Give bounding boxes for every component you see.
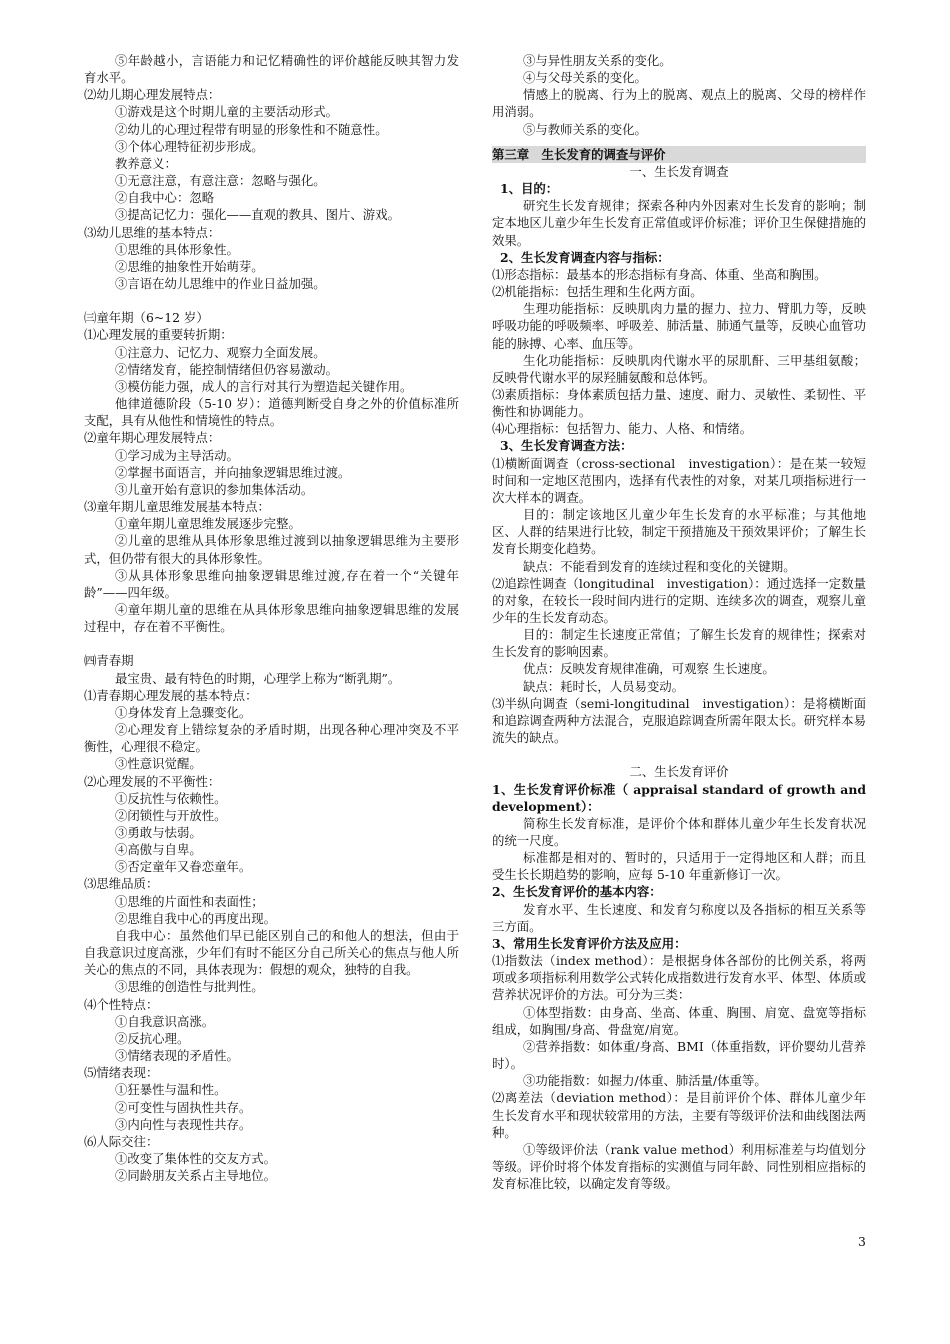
paragraph: ⑷心理指标：包括智力、能力、人格、和情绪。 [492, 421, 753, 437]
list-item: ②情绪发育，能控制情绪但仍容易激动。 [115, 361, 339, 377]
list-item: ①自我意识高涨。 [115, 1013, 215, 1029]
paragraph: 研究生长发育规律；探索各种内外因素对生长发育的影响；制定本地区儿童少年生长发育正常值或评价标准；评价卫生保健措施的效果。 [492, 198, 866, 248]
list-item: ①改变了集体性的交友方式。 [115, 1150, 277, 1166]
list-item: ③儿童开始有意识的参加集体活动。 [115, 481, 314, 497]
list-item: ③与异性朋友关系的变化。 [523, 53, 672, 68]
section-heading: ⑵心理发展的不平衡性： [84, 773, 221, 789]
paragraph: 自我中心：虽然他们早已能区别自己的和他人的想法，但由于自我意识过度高涨，少年们有时不能区分自己所关心的焦点与他人所关心的焦点的不同，具体表现为：假想的观众，独特的自我。 [84, 927, 459, 978]
section-heading: ⑶思维品质： [84, 876, 159, 892]
right-column [492, 52, 866, 1192]
subsection-heading: 2、生长发育调查内容与指标： [500, 249, 670, 265]
section-title: 一、生长发育调查 [629, 163, 729, 179]
list-item: ②思维的抽象性开始萌芽。 [115, 258, 264, 274]
list-item: ②可变性与固执性共存。 [115, 1099, 252, 1115]
paragraph: 优点：反映发育规律准确，可观察 生长速度。 [523, 661, 775, 677]
paragraph: ①体型指数：由身高、坐高、体重、胸围、肩宽、盘宽等指标组成，如胸围/身高、骨盘宽/肩宽。 [492, 1004, 866, 1037]
subsection-heading: 3、常用生长发育评价方法及应用： [492, 935, 687, 951]
list-item: ②思维自我中心的再度出现。 [115, 910, 277, 926]
list-item: 教养意义： [115, 155, 177, 171]
chapter-title: 第三章 生长发育的调查与评价 [492, 146, 866, 163]
paragraph: ⑴指数法（index method）：是根据身体各部份的比例关系，将两项或多项指标利用数学公式转化成指数进行发育水平、体型、体质或营养状况评价的方法。可分为三类： [492, 953, 866, 1003]
list-item: ③思维的创造性与批判性。 [115, 979, 264, 995]
paragraph: 他律道德阶段（5-10 岁）：道德判断受自身之外的价值标准所支配，具有从他性和情境性的特点。 [84, 396, 459, 429]
paragraph: 发育水平、生长速度、和发育匀称度以及各指标的相互关系等三方面。 [492, 901, 866, 934]
paragraph: 简称生长发育标准，是评价个体和群体儿童少年生长发育状况的统一尺度。 [492, 815, 866, 849]
list-item: ①注意力、记忆力、观察力全面发展。 [115, 344, 326, 360]
subsection-heading: 1、生长发育评价标准（ appraisal standard of growth and development）： [492, 781, 866, 814]
subsection-heading: 3、生长发育调查方法： [500, 438, 633, 454]
list-item: ①狂暴性与温和性。 [115, 1082, 227, 1098]
list-item: ③性意识觉醒。 [115, 756, 202, 772]
list-item: ③个体心理特征初步形成。 [115, 138, 264, 154]
section-heading: ⑴青春期心理发展的基本特点： [84, 687, 258, 703]
paragraph: ⑶半纵向调查（semi-longitudinal investigation）：是将横断面和追踪调查两种方法混合，克服追踪调查所需年限太长。研究样本易流失的缺点。 [492, 695, 866, 746]
section-heading: ⑸情绪表现： [84, 1065, 159, 1081]
paragraph: ⑵追踪性调查（longitudinal investigation）：通过选择一定数量的对象，在较长一段时间内进行的定期、连续多次的调查，观察儿童少年的生长发育动态。 [492, 575, 866, 625]
section-title: 二、生长发育评价 [629, 764, 729, 780]
list-item: ①思维的片面性和表面性； [115, 893, 264, 909]
section-heading: ⑷个性特点： [84, 996, 159, 1012]
paragraph: ⑴形态指标：最基本的形态指标有身高、体重、坐高和胸围。 [492, 266, 827, 282]
paragraph: ⑶素质指标：身体素质包括力量、速度、耐力、灵敏性、柔韧性、平衡性和协调能力。 [492, 386, 866, 420]
list-item: ③言语在幼儿思维中的作业日益加强。 [115, 276, 326, 292]
list-item: ①思维的具体形象性。 [115, 241, 239, 257]
list-item: ①反抗性与依赖性。 [115, 790, 227, 806]
paragraph: 最宝贵、最有特色的时期，心理学上称为“断乳期”。 [115, 670, 401, 686]
list-item: ②掌握书面语言，并向抽象逻辑思维过渡。 [115, 464, 351, 480]
list-item: ⑤否定童年又眷恋童年。 [115, 859, 252, 875]
paragraph: 生化功能指标：反映肌肉代谢水平的尿肌酐、三甲基组氨酸；反映骨代谢水平的尿羟脯氨酸和总体钙。 [492, 352, 866, 385]
paragraph: 缺点：耗时长，人员易变动。 [523, 678, 685, 694]
paragraph: 目的：制定该地区儿童少年生长发育的水平标准；与其他地区、人群的结果进行比较，制定干预措施及干预效果评价；了解生长发育长期变化趋势。 [492, 507, 866, 557]
list-item: ③勇敢与怯弱。 [115, 825, 202, 840]
section-heading: ⑹人际交往： [84, 1133, 159, 1149]
list-item: ③模仿能力强，成人的言行对其行为塑造起关键作用。 [115, 378, 413, 394]
section-heading: ㈣青春期 [84, 653, 134, 669]
paragraph: ②心理发育上错综复杂的矛盾时期，出现各种心理冲突及不平衡性，心理很不稳定。 [84, 722, 459, 755]
list-item: ②同龄朋友关系占主导地位。 [115, 1168, 277, 1184]
list-item: ③内向性与表现性共存。 [115, 1116, 252, 1132]
list-item: ④与父母关系的变化。 [523, 70, 647, 86]
list-item: ①童年期儿童思维发展逐步完整。 [115, 516, 301, 532]
section-heading: ㈢童年期（6~12 岁） [84, 310, 209, 326]
list-item: ③情绪表现的矛盾性。 [115, 1048, 239, 1064]
paragraph: ①等级评价法（rank value method）利用标准差与均值划分等级。评价时将个体发育指标的实测值与同年龄、同性别相应指标的发育标准比较，以确定发育等级。 [492, 1141, 866, 1192]
paragraph: ⑴横断面调查（cross-sectional investigation）：是在某一较短时间和一定地区范围内，选择有代表性的对象，对某几项指标进行一次大样本的调查。 [492, 455, 866, 505]
list-item: ②闭锁性与开放性。 [115, 807, 227, 823]
list-item: ①无意注意，有意注意：忽略与强化。 [115, 173, 326, 189]
paragraph: 生理功能指标：反映肌肉力量的握力、拉力、臂肌力等，反映呼吸功能的呼吸频率、呼吸差、肺活量、肺通气量等，反映心血管功能的脉搏、心率、血压等。 [492, 301, 866, 351]
paragraph: 标准都是相对的、暂时的，只适用于一定得地区和人群；而且受生长长期趋势的影响，应每 5-10 年重新修订一次。 [492, 850, 866, 883]
section-heading: ⑵童年期心理发展特点： [84, 430, 221, 446]
list-item: ①学习成为主导活动。 [115, 447, 239, 463]
paragraph: ③功能指数：如握力/体重、肺活量/体重等。 [523, 1073, 767, 1089]
section-heading: ⑵幼儿期心理发展特点： [84, 87, 221, 103]
paragraph: ⑤年龄越小，言语能力和记忆精确性的评价越能反映其智力发育水平。 [84, 53, 459, 86]
list-item: ③提高记忆力：强化——直观的教具、图片、游戏。 [115, 207, 400, 223]
list-item: ①身体发育上急骤变化。 [115, 704, 252, 720]
left-column [84, 52, 459, 1184]
paragraph: ②儿童的思维从具体形象思维过渡到以抽象逻辑思维为主要形式，但仍带有很大的具体形象性。 [84, 533, 459, 566]
paragraph: 缺点：不能看到发育的连续过程和变化的关键期。 [523, 558, 796, 574]
section-heading: ⑴心理发展的重要转折期： [84, 327, 233, 343]
section-heading: ⑶幼儿思维的基本特点： [84, 224, 221, 240]
paragraph: 情感上的脱离、行为上的脱离、观点上的脱离、父母的榜样作用消弱。 [492, 87, 866, 120]
page-number: 3 [858, 1234, 866, 1249]
paragraph: ⑵机能指标：包括生理和生化两方面。 [492, 284, 703, 300]
list-item: ①游戏是这个时期儿童的主要活动形式。 [115, 104, 339, 120]
paragraph: ②营养指数：如体重/身高、BMI（体重指数，评价婴幼儿营养时）。 [492, 1038, 866, 1072]
list-item: ⑤与教师关系的变化。 [523, 121, 647, 137]
list-item: ②反抗心理。 [115, 1030, 190, 1046]
paragraph: ⑵离差法（deviation method）：是目前评价个体、群体儿童少年生长发育水平和现状较常用的方法，主要有等级评价法和曲线图法两种。 [492, 1090, 866, 1140]
paragraph: ③从具体形象思维向抽象逻辑思维过渡,存在着一个“关键年龄”——四年级。 [84, 567, 459, 600]
section-heading: ⑶童年期儿童思维发展基本特点： [84, 499, 270, 515]
list-item: ④高傲与自卑。 [115, 842, 202, 858]
paragraph: 目的：制定生长速度正常值；了解生长发育的规律性；探索对生长发育的影响因素。 [492, 627, 866, 660]
subsection-heading: 1、目的： [500, 181, 559, 197]
list-item: ②自我中心：忽略 [115, 190, 215, 206]
list-item: ②幼儿的心理过程带有明显的形象性和不随意性。 [115, 121, 388, 137]
subsection-heading: 2、生长发育评价的基本内容： [492, 884, 662, 900]
paragraph: ④童年期儿童的思维在从具体形象思维向抽象逻辑思维的发展过程中，存在着不平衡性。 [84, 601, 459, 635]
